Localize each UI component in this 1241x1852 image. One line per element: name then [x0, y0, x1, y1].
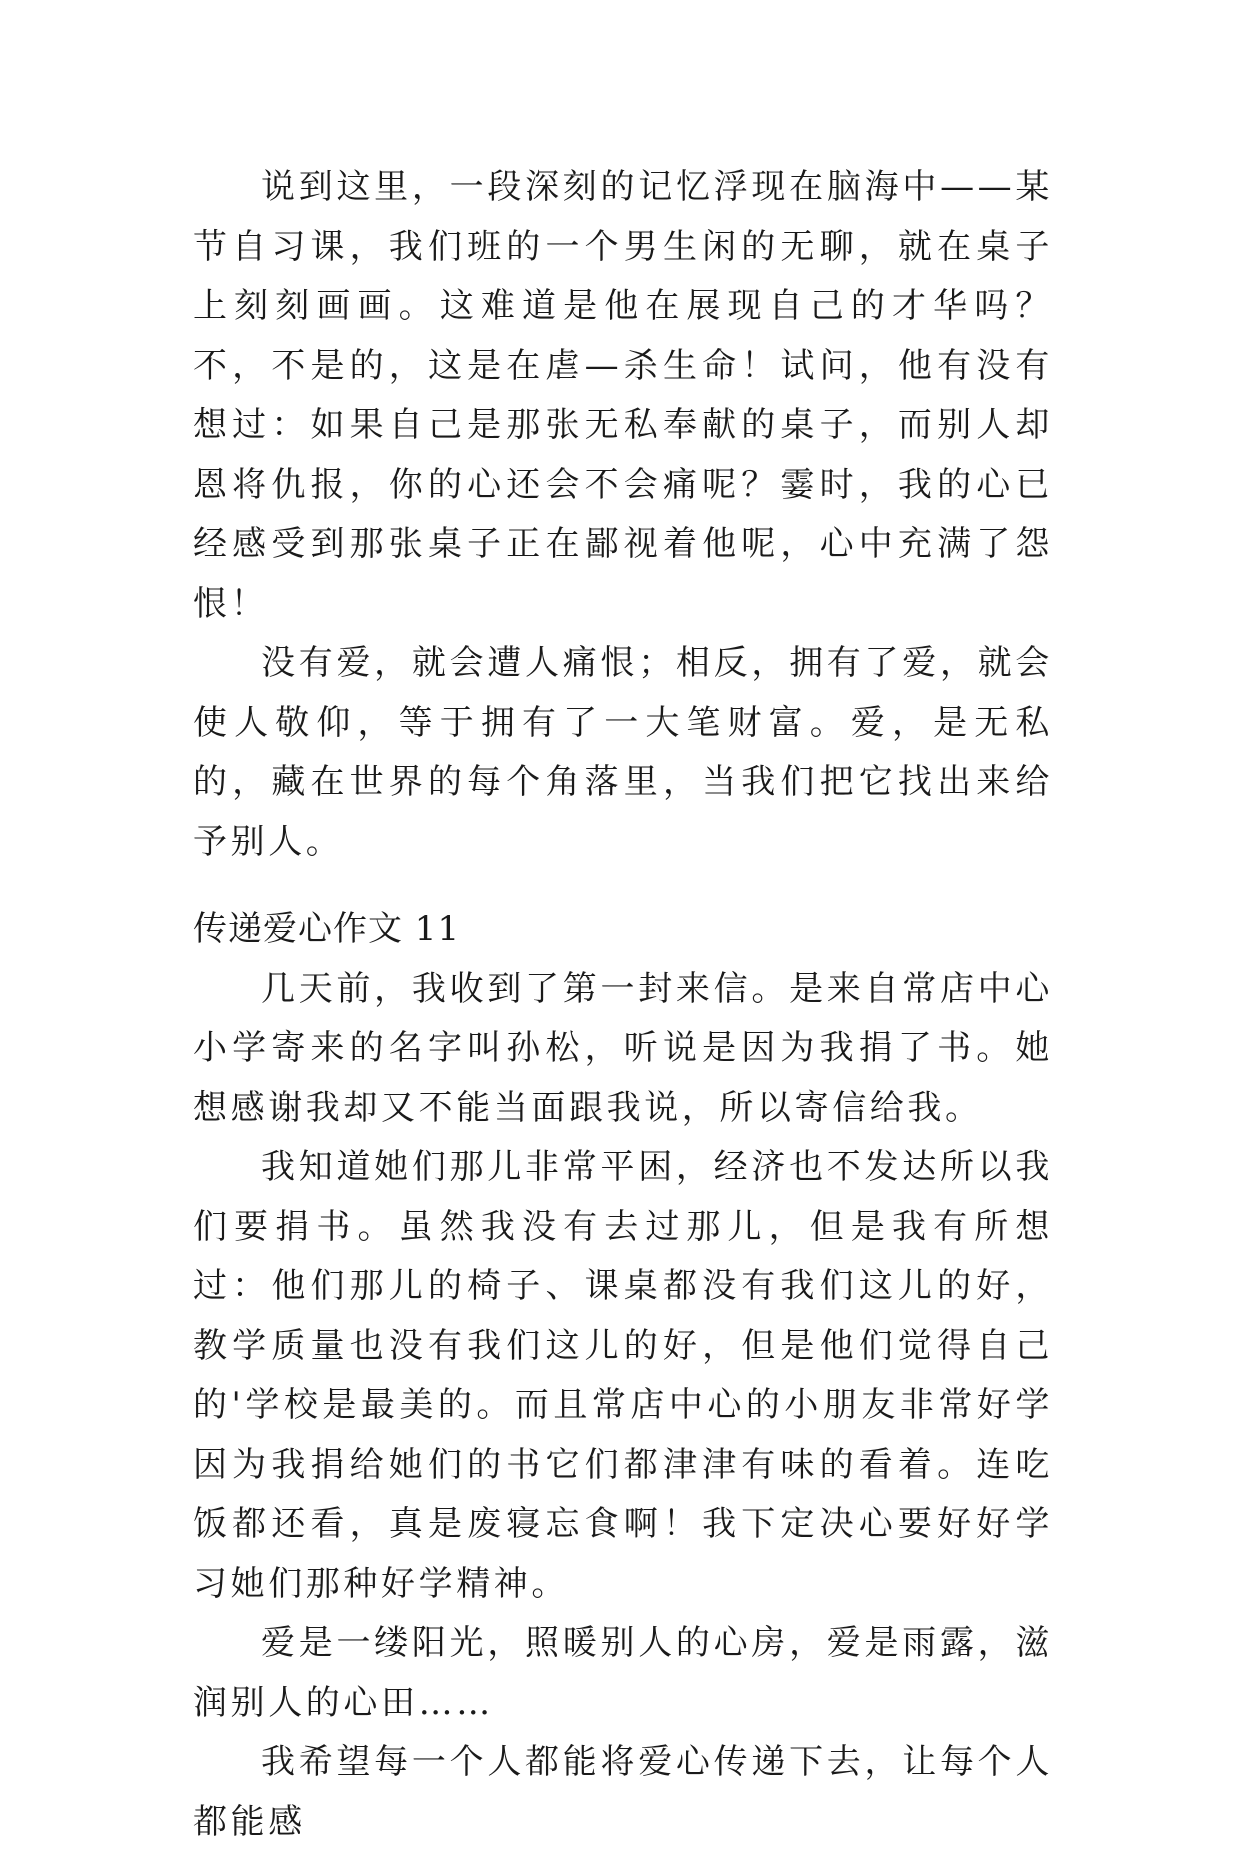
paragraph: 我知道她们那儿非常平困，经济也不发达所以我们要捐书。虽然我没有去过那儿，但是我有所想过：他们那儿的椅子、课桌都没有我们这儿的好，教学质量也没有我们这儿的好，但是他们觉得自己的'学校是最美的。而且常店中心的小朋友非常好学因为我捐给她们的书它们都津津有味的看着。连吃饭都还看，真是废寝忘食啊！我下定决心要好好学习她们那种好学精神。 — [193, 1147, 1053, 1604]
document-body — [193, 158, 1053, 1852]
section-title: 传递爱心作文 11 — [193, 909, 461, 949]
paragraph: 说到这里，一段深刻的记忆浮现在脑海中——某节自习课，我们班的一个男生闲的无聊，就在桌子上刻刻画画。这难道是他在展现自己的才华吗？不，不是的，这是在虐—杀生命！试问，他有没有想过：如果自己是那张无私奉献的桌子，而别人却恩将仇报，你的心还会不会痛呢？霎时，我的心已经感受到那张桌子正在鄙视着他呢，心中充满了怨恨！ — [193, 167, 1053, 624]
paragraph: 几天前，我收到了第一封来信。是来自常店中心小学寄来的名字叫孙松，听说是因为我捐了书。她想感谢我却又不能当面跟我说，所以寄信给我。 — [193, 968, 1053, 1128]
paragraph: 爱是一缕阳光，照暖别人的心房，爱是雨露，滋润别人的心田…… — [193, 1623, 1053, 1723]
paragraph: 我希望每一个人都能将爱心传递下去，让每个人都能感 — [193, 1742, 1053, 1842]
paragraph: 没有爱，就会遭人痛恨；相反，拥有了爱，就会使人敬仰，等于拥有了一大笔财富。爱，是无私的，藏在世界的每个角落里，当我们把它找出来给予别人。 — [193, 643, 1053, 862]
